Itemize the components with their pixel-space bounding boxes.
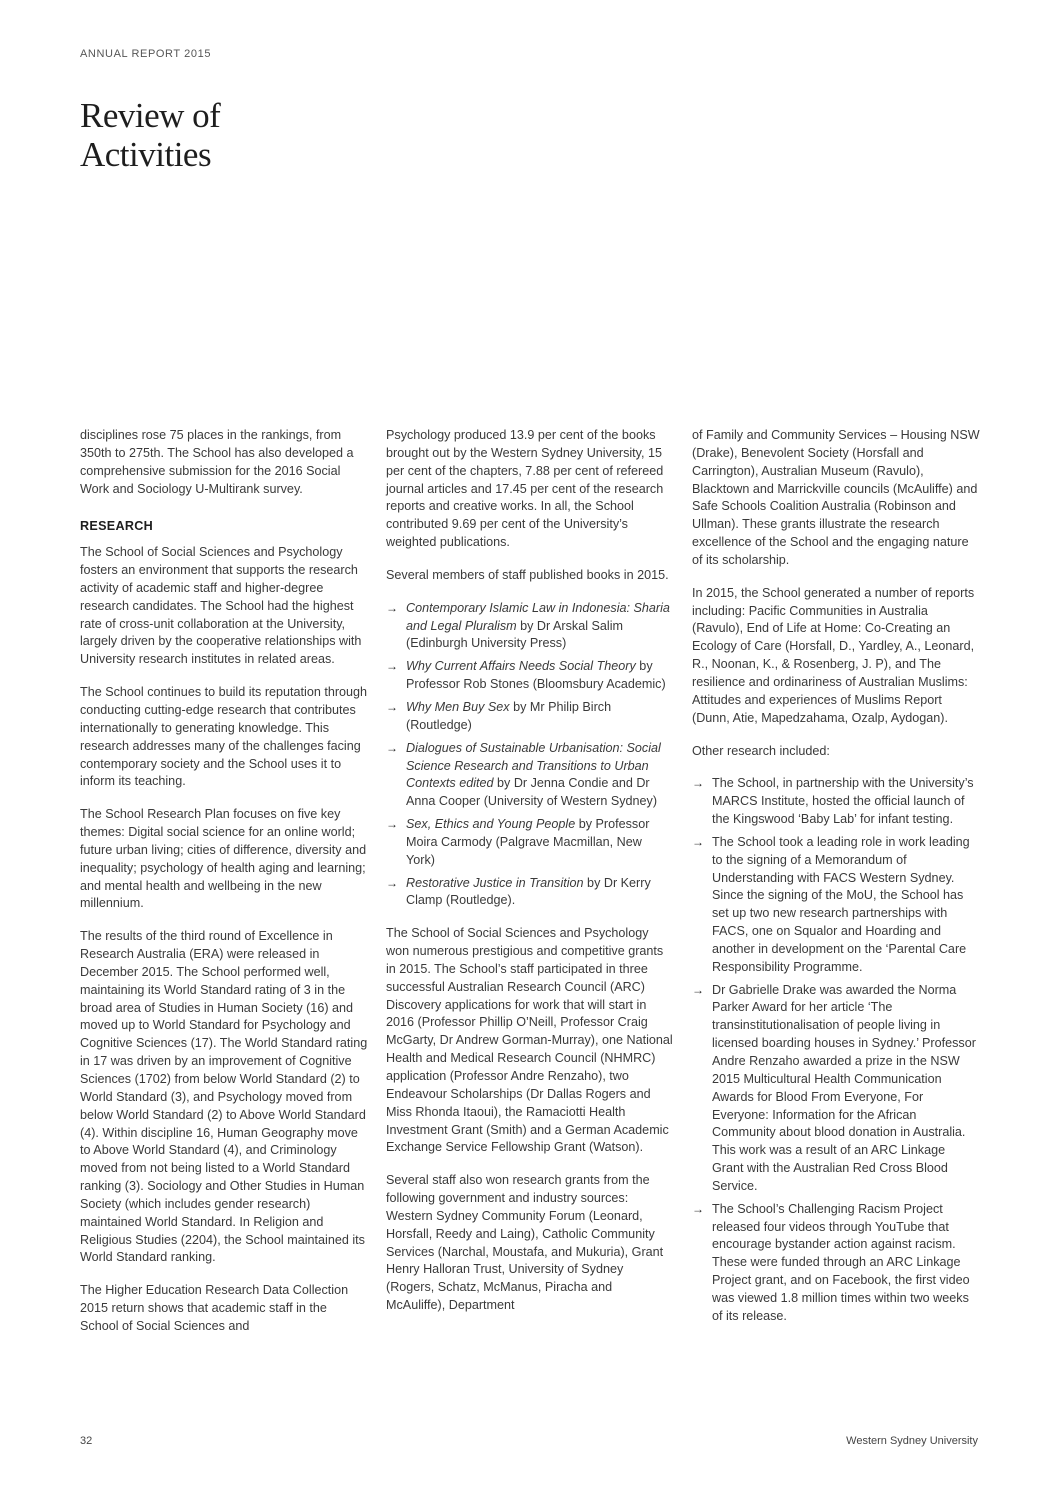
- book-details: by Dr Arskal Salim (Edinburgh University Press): [406, 618, 623, 651]
- list-item: [692, 834, 980, 977]
- book-title: Restorative Justice in Transition: [406, 875, 584, 890]
- paragraph: Several staff also won research grants from the following government and industry sources: Western Sydney Community Forum (Leonard, Horsfall, Reedy and Laing), Catholic Community Services (Narchal, Moustafa, and Mukuria), Grant Henry Halloran Trust, University of Sydney (Rogers, Schatz, McManus, Piracha and McAuliffe), Department: [386, 1173, 664, 1313]
- list-item: [386, 600, 674, 654]
- paragraph: The School of Social Sciences and Psychology won numerous prestigious and competitive grants in 2015. The School’s staff participated in three successful Australian Research Council (ARC) Discovery applications for work that will start in 2016 (Professor Phillip O’Neill, Professor Craig McGarty, Dr Andrew Gorman-Murray), one National Health and Medical Research Council (NHMRC) application (Professor Andre Renzaho), two Endeavour Scholarships (Dr Dallas Rogers and Miss Rhonda Itaoui), the Ramaciotti Health Investment Grant (Smith) and a German Academic Exchange Service Fellowship Grant (Watson).: [386, 926, 673, 1155]
- page-number: 32: [80, 1435, 93, 1447]
- book-title: Dialogues of Sustainable Urbanisation: Social Science Research and Transitions to Urban Contexts edited: [406, 740, 661, 791]
- arrow-right-icon: →: [692, 1201, 704, 1216]
- arrow-right-icon: →: [692, 834, 704, 849]
- book-details: by Dr Jenna Condie and Dr Anna Cooper (University of Western Sydney): [406, 776, 658, 809]
- paragraph: The Higher Education Research Data Collection 2015 return shows that academic staff in the School of Social Sciences and: [80, 1283, 349, 1333]
- list-item: [692, 982, 980, 1196]
- paragraph: Psychology produced 13.9 per cent of the books brought out by the Western Sydney University, 15 per cent of the chapters, 7.88 per cent of refereed journal articles and 17.45 per cent of the research reports and creative works. In all, the School contributed 9.69 per cent of the University’s weighted publications.: [386, 428, 664, 550]
- list-item: [692, 1201, 980, 1326]
- book-title: Sex, Ethics and Young People: [406, 817, 576, 832]
- research-list: [692, 775, 980, 1325]
- list-item-text: The School, in partnership with the University’s MARCS Institute, hosted the official launch of the Kingswood ‘Baby Lab’ for infant testing.: [712, 776, 974, 827]
- paragraph: Other research included:: [692, 743, 830, 758]
- list-item: [386, 816, 674, 870]
- book-details: by Mr Philip Birch (Routledge): [406, 699, 612, 732]
- list-item-text: The School took a leading role in work leading to the signing of a Memorandum of Understanding with FACS Western Sydney. Since the signing of the MoU, the School has set up two new research partnerships with FACS, one on Squalor and Hoarding and another in development on the ‘Parental Care Responsibility Programme.: [712, 834, 970, 974]
- paragraph: In 2015, the School generated a number of reports including: Pacific Communities in Australia (Ravulo), End of Life at Home: Co-Creating an Ecology of Care (Horsfall, D., Yardley, A., Leonard, R., Noonan, K., & Rosenberg, J. P), and The resilience and ordinariness of Australian Muslims: Attitudes and experiences of Muslims Report (Dunn, Atie, Mapedzahama, Ozalp, Aydogan).: [692, 585, 975, 725]
- paragraph: disciplines rose 75 places in the rankings, from 350th to 275th. The School has also developed a comprehensive submission for the 2016 Social Work and Sociology U-Multirank survey.: [80, 428, 354, 496]
- paragraph: of Family and Community Services – Housing NSW (Drake), Benevolent Society (Horsfall and Carrington), Australian Museum (Ravulo), Blacktown and Marrickville councils (McAuliffe) and Safe Schools Coalition Australia (Robinson and Ullman). These grants illustrate the research excellence of the School and the engaging nature of its scholarship.: [692, 428, 980, 567]
- arrow-right-icon: →: [386, 659, 398, 674]
- paragraph: The School of Social Sciences and Psychology fosters an environment that supports the research activity of academic staff and higher-degree research candidates. The School had the highest rate of cross-unit collaboration at the University, largely driven by the cooperative relationships with University research institutes in related areas.: [80, 545, 362, 667]
- book-title: Why Current Affairs Needs Social Theory: [406, 659, 636, 674]
- section-heading-research: RESEARCH: [80, 519, 154, 534]
- list-item: [386, 875, 674, 911]
- page-title: [80, 96, 220, 174]
- footer-organization: Western Sydney University: [846, 1435, 978, 1447]
- arrow-right-icon: →: [386, 875, 398, 890]
- arrow-right-icon: →: [386, 699, 398, 714]
- book-details: by Dr Kerry Clamp (Routledge).: [406, 875, 651, 908]
- book-details: by Professor Moira Carmody (Palgrave Macmillan, New York): [406, 817, 650, 867]
- paragraph: The School Research Plan focuses on five key themes: Digital social science for an online world; future urban living; cities of difference, diversity and inequality; psychology of health aging and learning; and mental health and wellbeing in the new millennium.: [80, 807, 367, 911]
- arrow-right-icon: →: [692, 776, 704, 791]
- paragraph: Several members of staff published books in 2015.: [386, 567, 669, 582]
- page-title-line-2: Activities: [80, 135, 212, 174]
- book-details: by Professor Rob Stones (Bloomsbury Academic): [406, 659, 666, 692]
- column-2: [386, 427, 674, 1330]
- book-list: [386, 600, 674, 911]
- arrow-right-icon: →: [386, 740, 398, 755]
- paragraph: The School continues to build its reputation through conducting cutting-edge research that contributes internationally to generating knowledge. This research addresses many of the challenges facing contemporary society and the School uses it to inform its teaching.: [80, 685, 368, 789]
- book-title: Contemporary Islamic Law in Indonesia: Sharia and Legal Pluralism: [406, 600, 670, 633]
- list-item: [386, 658, 674, 694]
- running-head: ANNUAL REPORT 2015: [80, 48, 212, 60]
- book-title: Why Men Buy Sex: [406, 699, 510, 714]
- arrow-right-icon: →: [692, 982, 704, 997]
- arrow-right-icon: →: [386, 817, 398, 832]
- column-1: [80, 427, 368, 1351]
- paragraph: The results of the third round of Excellence in Research Australia (ERA) were released in December 2015. The School performed well, maintaining its World Standard rating of 3 in the broad area of Studies in Human Society (16) and moved up to World Standard for Psychology and Cognitive Sciences (17). The World Standard rating in 17 was driven by an improvement of Cognitive Sciences (1702) from below World Standard (2) to World Standard (3), and Psychology moved from below World Standard (2) to Above World Standard (4). Within discipline 16, Human Geography move to Above World Standard (4), and Criminology moved from not being listed to a World Standard ranking (3). Sociology and Other Studies in Human Society (which includes gender research) maintained World Standard. In Religion and Religious Studies (2204), the School maintained its World Standard ranking.: [80, 929, 368, 1265]
- list-item: [692, 775, 980, 829]
- list-item-text: The School’s Challenging Racism Project released four videos through YouTube that encourage bystander action against racism. These were funded through an ARC Linkage Project grant, and on Facebook, the first video was viewed 1.8 million times within two weeks of its release.: [712, 1201, 970, 1323]
- list-item: [386, 699, 674, 735]
- page-title-line-1: Review of: [80, 96, 221, 135]
- list-item-text: Dr Gabrielle Drake was awarded the Norma Parker Award for her article ‘The transinstitutionalisation of people living in licensed boarding houses in Sydney.’ Professor Andre Renzaho awarded a prize in the NSW 2015 Multicultural Health Communication Awards for Blood From Everyone, For Everyone: Information for the African Community about blood donation in Australia. This work was a result of an ARC Linkage Grant with the Australian Red Cross Blood Service.: [712, 982, 976, 1193]
- arrow-right-icon: →: [386, 600, 398, 615]
- column-3: [692, 427, 980, 1341]
- list-item: [386, 740, 674, 811]
